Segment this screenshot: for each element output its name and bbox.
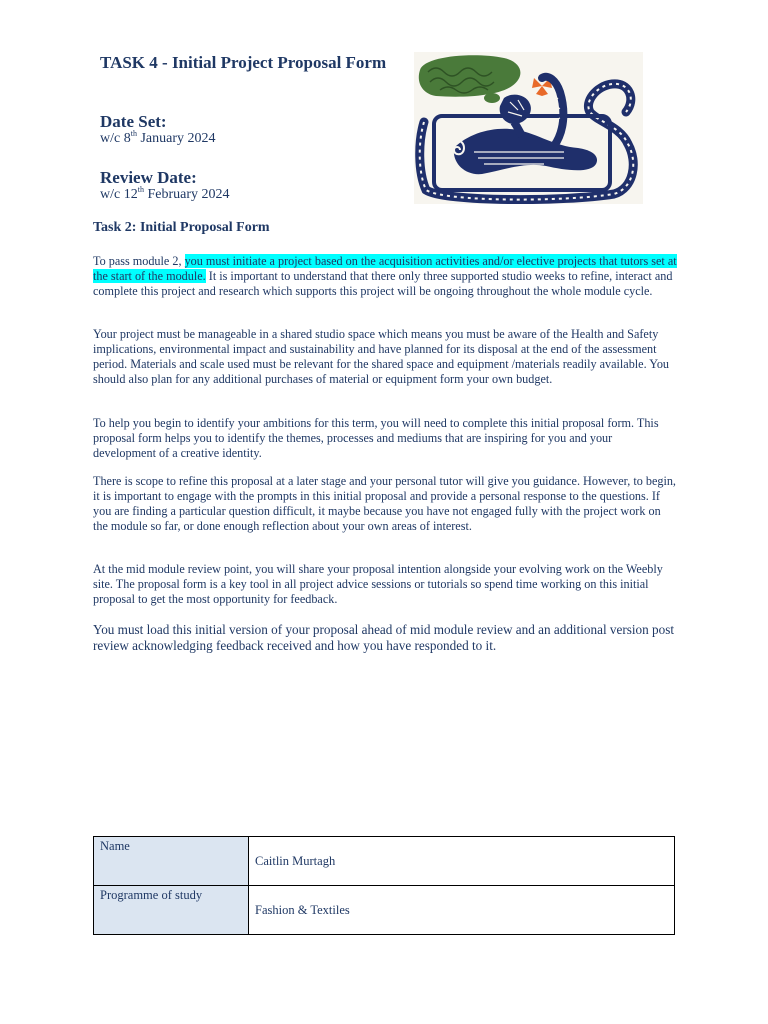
student-info-table (93, 836, 675, 935)
review-date-label: Review Date: (100, 168, 197, 187)
linocut-figure-illustration-icon (414, 52, 643, 204)
date-set-sup: th (130, 129, 137, 138)
name-label: Name (94, 837, 249, 886)
paragraph-studio-space: Your project must be manageable in a shared studio space which means you must be aware of the Health and Safety implications, environmental impact and sustainability and have planned for its disposal at the end of the assessment period. Materials and scale used must be relevant for the shared space and equipment /materials readily available. You should also plan for any additional purchases of material or equipment form your own budget. (93, 327, 670, 386)
review-date-suffix: February 2024 (143, 187, 230, 202)
paragraph-ambitions: To help you begin to identify your ambitions for this term, you will need to complete this initial proposal form. This proposal form helps you to identify the themes, processes and mediums that are inspiring for you and your development of a creative identity. (93, 416, 659, 460)
review-date-sup: th (137, 185, 144, 194)
date-set-value (100, 130, 216, 147)
review-date-prefix: w/c 12 (100, 187, 138, 202)
paragraph-intro-start: To pass module 2, (93, 254, 185, 268)
date-set-label: Date Set: (100, 112, 167, 131)
paragraph-load-version: You must load this initial version of your proposal ahead of mid module review and an additional version post review acknowledging feedback received and how you have responded to it. (93, 622, 675, 653)
paragraph-refine: There is scope to refine this proposal at a later stage and your personal tutor will give you guidance. However, to begin, it is important to engage with the prompts in this initial proposal and provide a personal response to the questions. If you are finding a particular question difficult, it maybe because you have not engaged fully with the project work on the module so far, or done enough reflection about your own areas of interest. (93, 474, 676, 533)
date-set-suffix: January 2024 (136, 131, 216, 146)
table-row (94, 837, 675, 886)
task-title: TASK 4 - Initial Project Proposal Form (100, 53, 387, 72)
date-set-prefix: w/c 8 (100, 131, 131, 146)
programme-value[interactable]: Fashion & Textiles (249, 886, 675, 935)
programme-label: Programme of study (94, 886, 249, 935)
paragraph-mid-review: At the mid module review point, you will share your proposal intention alongside your evolving work on the Weebly site. The proposal form is a key tool in all project advice sessions or tutorials so spend time working on this initial proposal to get the most opportunity for feedback. (93, 562, 663, 606)
paragraph-intro (93, 254, 678, 299)
paragraph-intro-end: It is important to understand that there only three supported studio weeks to refine, interact and complete this project and research which supports this project will be ongoing throughout the whole module cycle. (93, 269, 673, 298)
name-value[interactable]: Caitlin Murtagh (249, 837, 675, 886)
table-row (94, 886, 675, 935)
highlighted-text: you must initiate a project based on the acquisition activities and/or elective projects that tutors set at the start of the module. (93, 254, 677, 283)
section-heading: Task 2: Initial Proposal Form (93, 220, 270, 235)
review-date-value (100, 186, 230, 203)
